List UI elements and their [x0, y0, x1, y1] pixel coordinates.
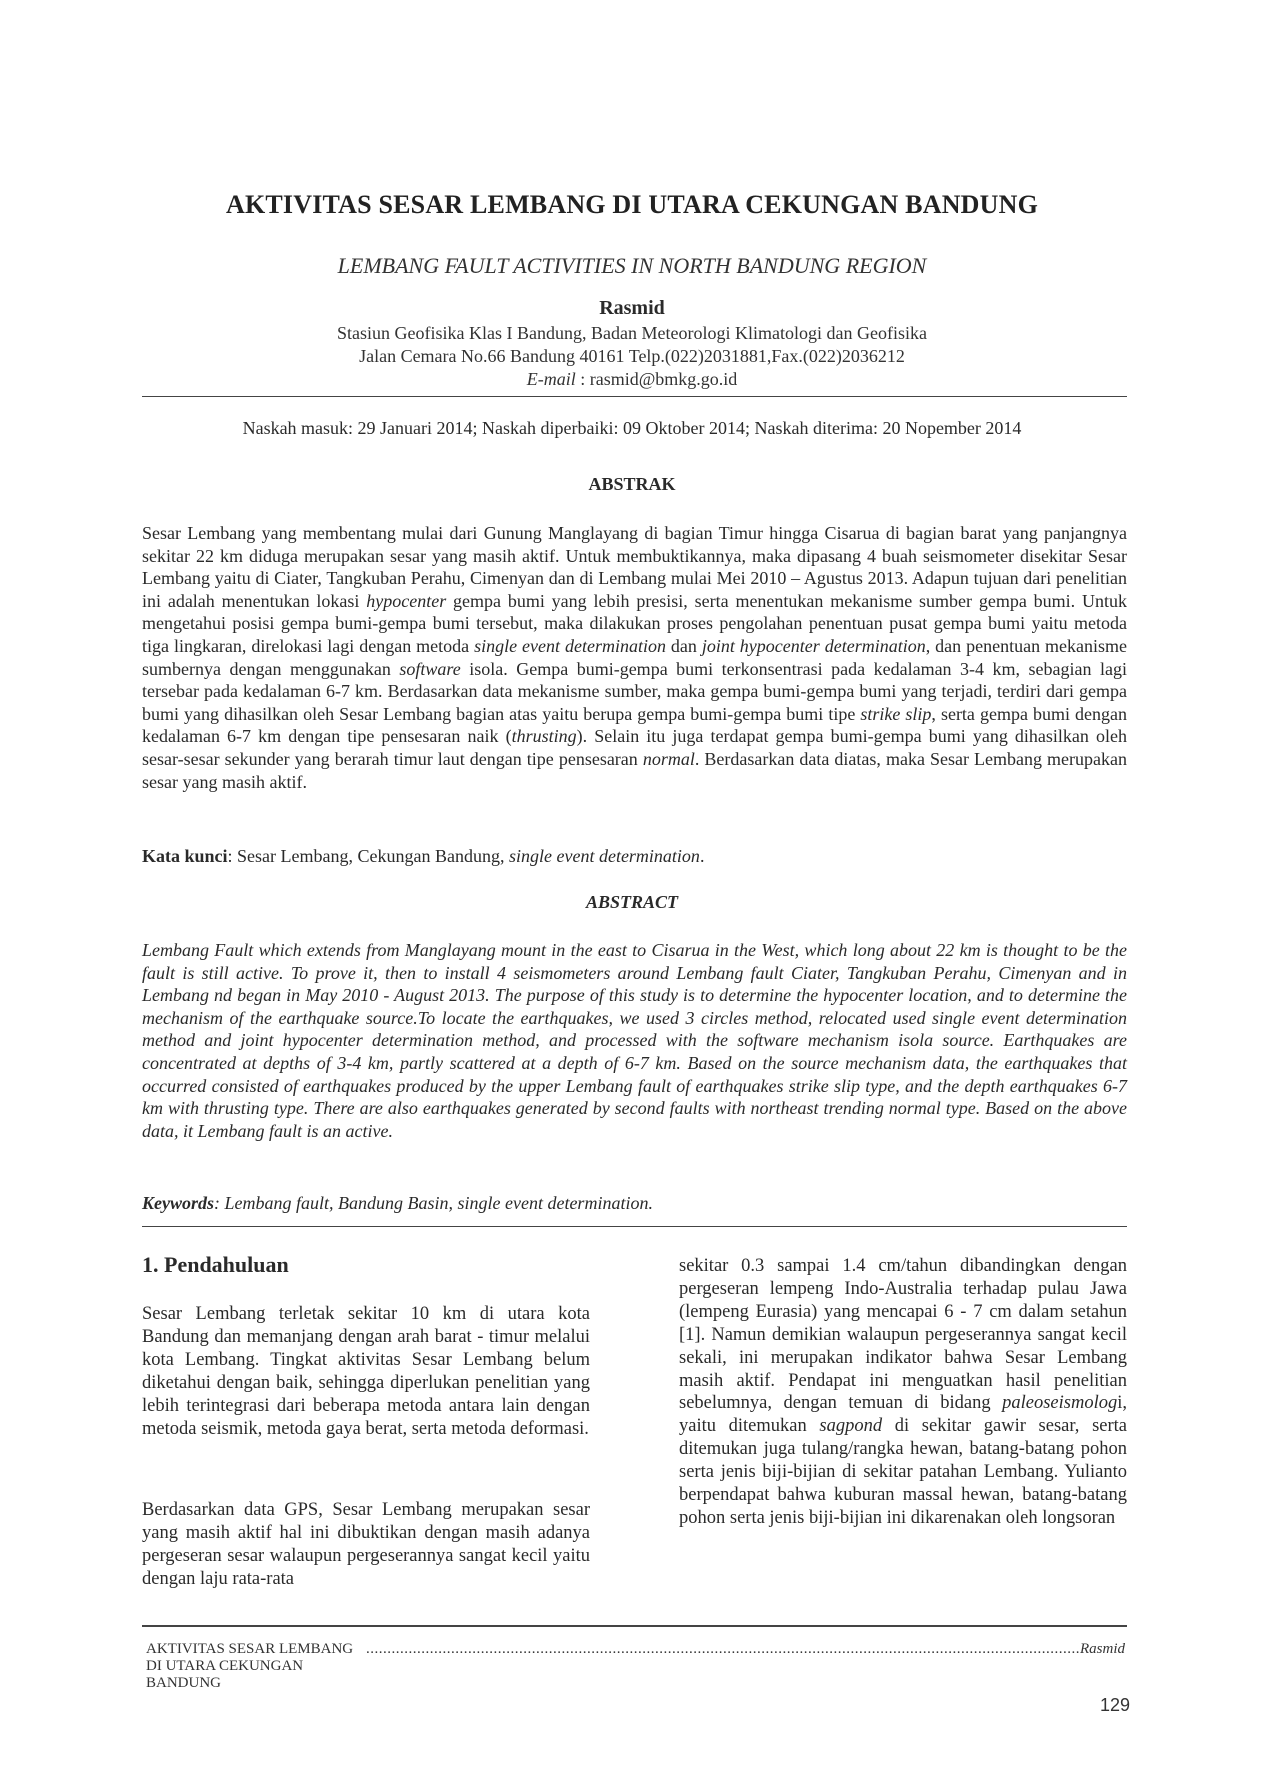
paper-subtitle: LEMBANG FAULT ACTIVITIES IN NORTH BANDUNG REGION: [337, 253, 927, 278]
intro-right-column: sekitar 0.3 sampai 1.4 cm/tahun dibandingkan dengan pergeseran lempeng Indo-Australia terhadap pulau Jawa (lempeng Eurasia) yang mencapai 6 - 7 cm dalam setahun [1]. Namun demikian walaupun pergeserannya sangat kecil sekali, ini merupakan indikator bahwa Sesar Lembang masih aktif. Pendapat ini menguatkan hasil penelitian sebelumnya, dengan temuan di bidang paleoseismologi, yaitu ditemukan sagpond di sekitar gawir sesar, serta ditemukan juga tulang/rangka hewan, batang-batang pohon serta jenis biji-bijian di sekitar patahan Lembang. Yulianto berpendapat bahwa kuburan massal hewan, batang-batang pohon serta jenis biji-bijian ini dikarenakan oleh longsoran: [679, 1256, 1127, 1528]
author-name: Rasmid: [599, 297, 665, 319]
affiliation-line-1: Stasiun Geofisika Klas I Bandung, Badan Meteorologi Klimatologi dan Geofisika: [337, 323, 927, 343]
leader-dots: ........................................................................................................................................................................: [366, 1641, 1080, 1657]
email-address: : rasmid@bmkg.go.id: [575, 369, 738, 389]
running-footer: [146, 1641, 1125, 1692]
keywords: Keywords: Lembang fault, Bandung Basin, single event determination.: [142, 1193, 653, 1213]
running-title: AKTIVITAS SESAR LEMBANG DI UTARA CEKUNGAN BANDUNG: [146, 1641, 354, 1691]
intro-paragraph-2: Berdasarkan data GPS, Sesar Lembang merupakan sesar yang masih aktif hal ini dibuktikan dengan masih adanya pergeseran sesar walaupun pergeserannya sangat kecil yaitu dengan laju rata-rata: [142, 1500, 590, 1589]
section-heading: 1. Pendahuluan: [142, 1252, 289, 1277]
submission-dates: Naskah masuk: 29 Januari 2014; Naskah diperbaiki: 09 Oktober 2014; Naskah diterima: 20 Nopember 2014: [242, 418, 1022, 438]
abstract-rule: [142, 1226, 1127, 1227]
paper-title: AKTIVITAS SESAR LEMBANG DI UTARA CEKUNGAN BANDUNG: [225, 190, 1039, 219]
email-label: E-mail: [526, 369, 576, 389]
abstrak-heading: ABSTRAK: [588, 474, 676, 494]
abstrak-text: Sesar Lembang yang membentang mulai dari Gunung Manglayang di bagian Timur hingga Cisarua di bagian barat yang panjangnya sekitar 22 km diduga merupakan sesar yang masih aktif. Untuk membuktikannya, maka dipasang 4 buah seismometer disekitar Sesar Lembang yaitu di Ciater, Tangkuban Perahu, Cimenyan dan di Lembang mulai Mei 2010 – Agustus 2013. Adapun tujuan dari penelitian ini adalah menentukan lokasi hypocenter gempa bumi yang lebih presisi, serta menentukan mekanisme sumber gempa bumi. Untuk mengetahui posisi gempa bumi-gempa bumi tersebut, maka dilakukan proses pengolahan penentuan pusat gempa bumi yaitu metoda tiga lingkaran, direlokasi lagi dengan metoda single event determination dan joint hypocenter determination, dan penentuan mekanisme sumbernya dengan menggunakan software isola. Gempa bumi-gempa bumi terkonsentrasi pada kedalaman 3-4 km, sebagian lagi tersebar pada kedalaman 6-7 km. Berdasarkan data mekanisme sumber, maka gempa bumi-gempa bumi yang terjadi, terdiri dari gempa bumi yang dihasilkan oleh Sesar Lembang bagian atas yaitu berupa gempa bumi-gempa bumi tipe strike slip, serta gempa bumi dengan kedalaman 6-7 km dengan tipe pensesaran naik (thrusting). Selain itu juga terdapat gempa bumi-gempa bumi yang dihasilkan oleh sesar-sesar sekunder yang berarah timur laut dengan tipe pensesaran normal. Berdasarkan data diatas, maka Sesar Lembang merupakan sesar yang masih aktif.: [142, 523, 1128, 792]
kata-kunci: Kata kunci: Sesar Lembang, Cekungan Bandung, single event determination.: [142, 846, 705, 866]
affiliation-line-2: Jalan Cemara No.66 Bandung 40161 Telp.(022)2031881,Fax.(022)2036212: [359, 346, 905, 366]
running-author: Rasmid: [1080, 1641, 1125, 1657]
abstract-text: Lembang Fault which extends from Manglayang mount in the east to Cisarua in the West, which long about 22 km is thought to be the fault is still active. To prove it, then to install 4 seismometers around Lembang fault Ciater, Tangkuban Perahu, Cimenyan and in Lembang nd began in May 2010 - August 2013. The purpose of this study is to determine the hypocenter location, and to determine the mechanism of the earthquake source.To locate the earthquakes, we used 3 circles method, relocated used single event determination method and joint hypocenter determination method, and processed with the software mechanism isola source. Earthquakes are concentrated at depths of 3-4 km, partly scattered at a depth of 6-7 km. Based on the source mechanism data, the earthquakes that occurred consisted of earthquakes produced by the upper Lembang fault of earthquakes strike slip type, and the depth earthquakes 6-7 km with thrusting type. There are also earthquakes generated by second faults with northeast trending normal type. Based on the above data, it Lembang fault is an active.: [142, 940, 1127, 1141]
abstract-heading: ABSTRACT: [585, 892, 679, 912]
footer-rule: [142, 1625, 1127, 1627]
page-number: 129: [1099, 1695, 1130, 1715]
header-rule: [142, 396, 1127, 397]
affiliation-email: [0, 369, 1264, 390]
intro-paragraph-1: Sesar Lembang terletak sekitar 10 km di utara kota Bandung dan memanjang dengan arah barat - timur melalui kota Lembang. Tingkat aktivitas Sesar Lembang belum diketahui dengan baik, sehingga diperlukan penelitian yang lebih terintegrasi dari beberapa metoda antara lain dengan metoda seismik, metoda gaya berat, serta metoda deformasi.: [142, 1304, 590, 1439]
